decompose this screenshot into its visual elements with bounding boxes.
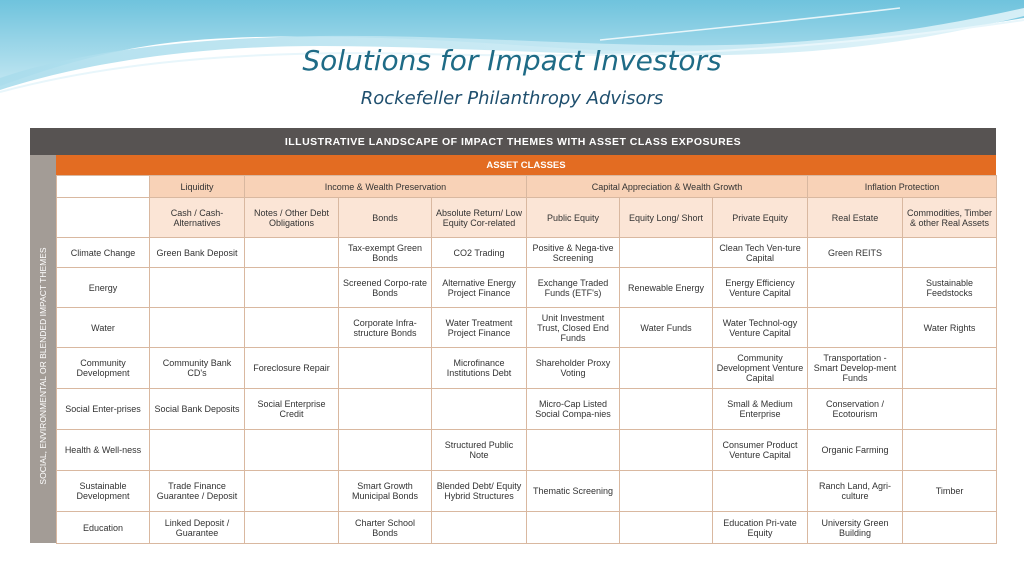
column-header: Cash / Cash-Alternatives — [150, 198, 245, 238]
column-header: Absolute Return/ Low Equity Cor-related — [432, 198, 527, 238]
table-cell — [245, 308, 339, 348]
table-cell: Renewable Energy — [620, 268, 713, 308]
table-cell: Positive & Nega-tive Screening — [527, 238, 620, 268]
group-inflation-protection: Inflation Protection — [808, 176, 997, 198]
table-cell — [432, 389, 527, 430]
table-cell — [903, 238, 997, 268]
column-header: Bonds — [339, 198, 432, 238]
table-cell — [713, 471, 808, 512]
group-capital-appreciation: Capital Appreciation & Wealth Growth — [527, 176, 808, 198]
table-cell: Thematic Screening — [527, 471, 620, 512]
table-row — [57, 471, 997, 512]
table-row — [57, 348, 997, 389]
table-cell — [620, 389, 713, 430]
column-header: Public Equity — [527, 198, 620, 238]
row-theme: Education — [57, 512, 150, 544]
table-cell: Organic Farming — [808, 430, 903, 471]
group-income-wealth-preservation: Income & Wealth Preservation — [245, 176, 527, 198]
table-cell: CO2 Trading — [432, 238, 527, 268]
table-cell — [527, 512, 620, 544]
table-cell — [245, 238, 339, 268]
column-header: Equity Long/ Short — [620, 198, 713, 238]
slide-subtitle: Rockefeller Philanthropy Advisors — [360, 88, 664, 109]
table-row — [57, 430, 997, 471]
table-cell: Shareholder Proxy Voting — [527, 348, 620, 389]
table-cell — [339, 348, 432, 389]
table-cell: Water Treatment Project Finance — [432, 308, 527, 348]
table-cell: Green Bank Deposit — [150, 238, 245, 268]
table-cell: Foreclosure Repair — [245, 348, 339, 389]
table-cell — [620, 471, 713, 512]
table-cell: Water Funds — [620, 308, 713, 348]
table-cell: Smart Growth Municipal Bonds — [339, 471, 432, 512]
table-cell — [620, 348, 713, 389]
table-cell: Water Rights — [903, 308, 997, 348]
group-liquidity: Liquidity — [150, 176, 245, 198]
table-row — [57, 389, 997, 430]
table-cell — [245, 430, 339, 471]
table-cell — [245, 512, 339, 544]
slide-title: Solutions for Impact Investors — [302, 44, 722, 77]
table-cell: Energy Efficiency Venture Capital — [713, 268, 808, 308]
table-cell — [527, 430, 620, 471]
table-cell — [620, 238, 713, 268]
table-cell: Clean Tech Ven-ture Capital — [713, 238, 808, 268]
table-cell: Social Bank Deposits — [150, 389, 245, 430]
table-cell: Conservation / Ecotourism — [808, 389, 903, 430]
table-heading: ILLUSTRATIVE LANDSCAPE OF IMPACT THEMES WITH ASSET CLASS EXPOSURES — [30, 128, 996, 155]
row-theme: Social Enter-prises — [57, 389, 150, 430]
table-cell: Education Pri-vate Equity — [713, 512, 808, 544]
table-cell: Community Bank CD's — [150, 348, 245, 389]
table-cell: Social Enterprise Credit — [245, 389, 339, 430]
table-row — [57, 512, 997, 544]
table-cell — [339, 389, 432, 430]
row-theme: Community Development — [57, 348, 150, 389]
row-theme: Energy — [57, 268, 150, 308]
table-cell — [432, 512, 527, 544]
corner-cell — [57, 176, 150, 198]
table-cell: Micro-Cap Listed Social Compa-nies — [527, 389, 620, 430]
table-cell: Timber — [903, 471, 997, 512]
asset-classes-header: ASSET CLASSES — [56, 155, 996, 175]
table-cell: Ranch Land, Agri-culture — [808, 471, 903, 512]
table-cell: Alternative Energy Project Finance — [432, 268, 527, 308]
table-cell — [245, 268, 339, 308]
table-cell: Tax-exempt Green Bonds — [339, 238, 432, 268]
table-row — [57, 238, 997, 268]
table-cell: Green REITS — [808, 238, 903, 268]
table-cell: Screened Corpo-rate Bonds — [339, 268, 432, 308]
table-cell — [808, 268, 903, 308]
table-cell — [620, 430, 713, 471]
table-cell: Blended Debt/ Equity Hybrid Structures — [432, 471, 527, 512]
table-cell: Transportation - Smart Develop-ment Funds — [808, 348, 903, 389]
table-cell — [150, 430, 245, 471]
table-cell — [150, 268, 245, 308]
table-cell: Trade Finance Guarantee / Deposit — [150, 471, 245, 512]
table-cell: Sustainable Feedstocks — [903, 268, 997, 308]
table-cell — [903, 348, 997, 389]
table-cell — [150, 308, 245, 348]
table-cell — [903, 389, 997, 430]
table-cell: Structured Public Note — [432, 430, 527, 471]
table-cell: Charter School Bonds — [339, 512, 432, 544]
group-header-row — [57, 176, 997, 198]
table-cell — [903, 430, 997, 471]
table-cell: Consumer Product Venture Capital — [713, 430, 808, 471]
column-header: Real Estate — [808, 198, 903, 238]
column-header: Private Equity — [713, 198, 808, 238]
row-theme: Climate Change — [57, 238, 150, 268]
impact-themes-axis-label: SOCIAL, ENVIRONMENTAL OR BLENDED IMPACT THEMES — [38, 247, 48, 485]
table-cell: Small & Medium Enterprise — [713, 389, 808, 430]
table-cell — [903, 512, 997, 544]
impact-themes-table — [56, 175, 997, 544]
table-cell — [339, 430, 432, 471]
table-cell: Community Development Venture Capital — [713, 348, 808, 389]
table-cell — [245, 471, 339, 512]
table-cell: Corporate Infra-structure Bonds — [339, 308, 432, 348]
row-theme: Water — [57, 308, 150, 348]
column-header: Notes / Other Debt Obligations — [245, 198, 339, 238]
table-cell: Water Technol-ogy Venture Capital — [713, 308, 808, 348]
table-cell — [808, 308, 903, 348]
corner-cell — [57, 198, 150, 238]
table-cell: Linked Deposit / Guarantee — [150, 512, 245, 544]
column-header-row — [57, 198, 997, 238]
table-cell: Microfinance Institutions Debt — [432, 348, 527, 389]
row-theme: Sustainable Development — [57, 471, 150, 512]
table-cell: Exchange Traded Funds (ETF's) — [527, 268, 620, 308]
table-cell — [620, 512, 713, 544]
column-header: Commodities, Timber & other Real Assets — [903, 198, 997, 238]
table-cell: Unit Investment Trust, Closed End Funds — [527, 308, 620, 348]
table-row — [57, 308, 997, 348]
table-cell: University Green Building — [808, 512, 903, 544]
table-row — [57, 268, 997, 308]
row-theme: Health & Well-ness — [57, 430, 150, 471]
